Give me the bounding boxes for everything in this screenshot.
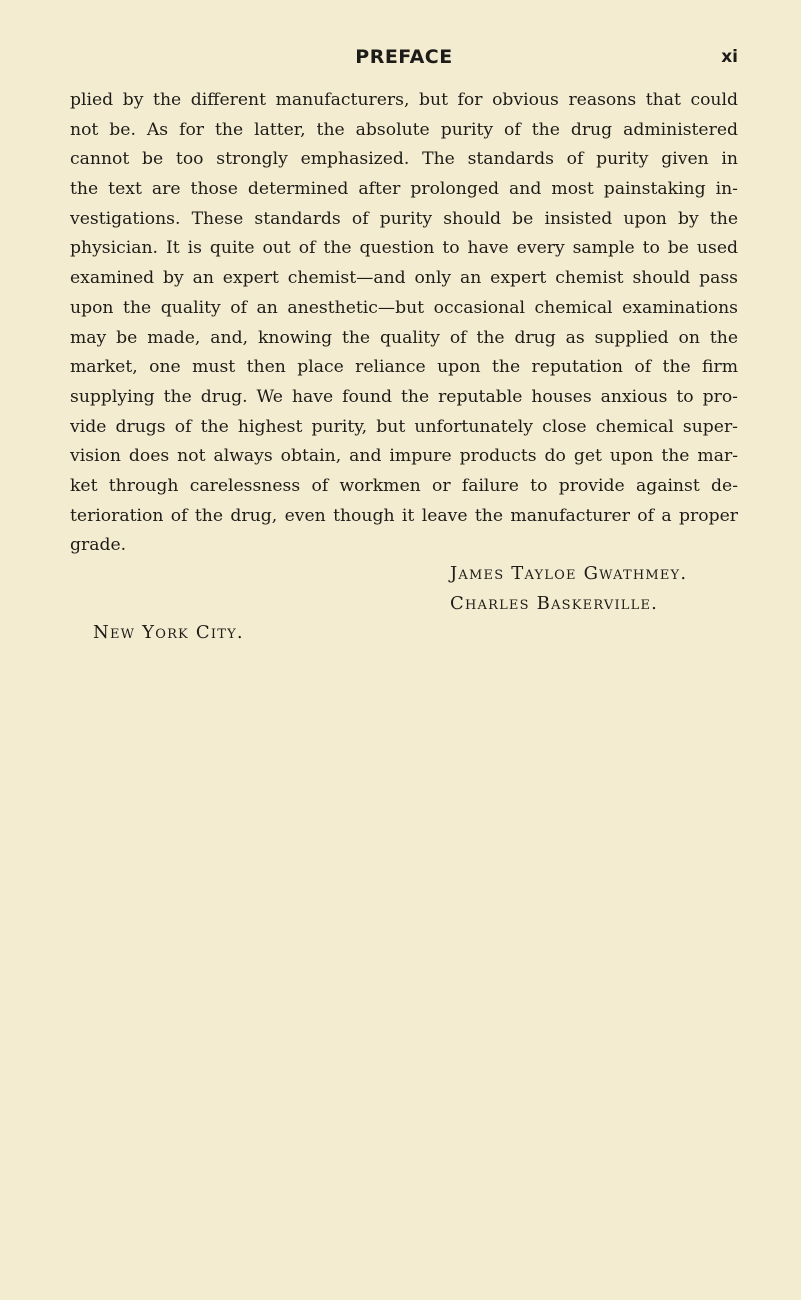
text-line: grade.: [70, 535, 127, 556]
running-head: [70, 46, 738, 74]
text-line: vestigations. These standards of purity should be insisted upon by the: [70, 208, 738, 229]
text-line: vide drugs of the highest purity, but unfortunately close chemical super-: [70, 416, 738, 437]
text-line: vision does not always obtain, and impure products do get upon the mar-: [70, 446, 738, 467]
author-signature: Charles Baskerville.: [450, 593, 659, 614]
text-line: may be made, and, knowing the quality of the drug as supplied on the: [70, 327, 738, 348]
page-number: xi: [721, 47, 738, 67]
text-line: market, one must then place reliance upon the reputation of the firm: [70, 357, 738, 378]
text-line: the text are those determined after prolonged and most painstaking in-: [70, 179, 738, 200]
text-line: plied by the different manufacturers, but for obvious reasons that could: [70, 90, 738, 110]
text-line: ket through carelessness of workmen or failure to provide against de-: [70, 475, 738, 496]
preface-paragraph: [70, 86, 738, 561]
text-line: terioration of the drug, even though it leave the manufacturer of a proper: [70, 505, 738, 526]
text-line: upon the quality of an anesthetic—but occasional chemical examinations: [70, 297, 738, 318]
running-head-title: PREFACE: [355, 46, 453, 68]
author-signature: James Tayloe Gwathmey.: [450, 563, 688, 584]
place-line: New York City.: [93, 622, 244, 643]
text-line: cannot be too strongly emphasized. The standards of purity given in: [70, 149, 738, 170]
text-line: supplying the drug. We have found the reputable houses anxious to pro-: [70, 386, 738, 407]
text-line: examined by an expert chemist—and only an expert chemist should pass: [70, 268, 738, 289]
text-line: not be. As for the latter, the absolute purity of the drug administered: [70, 119, 738, 140]
text-line: physician. It is quite out of the question to have every sample to be used: [70, 238, 738, 259]
